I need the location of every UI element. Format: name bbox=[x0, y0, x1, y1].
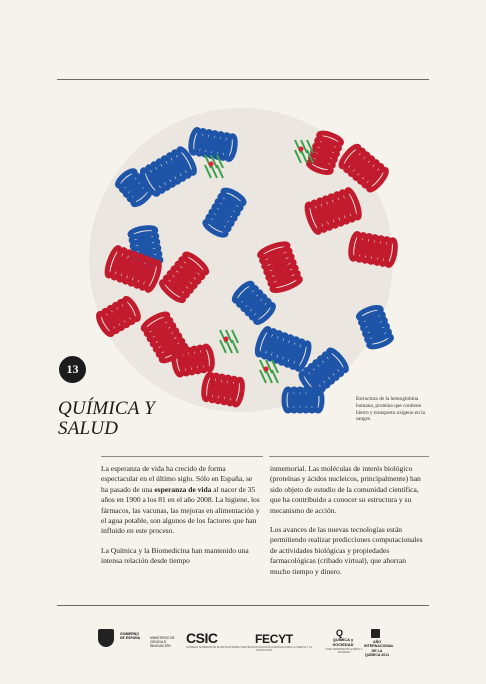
paragraph-new-technologies: Los avances de las nuevas tecnologías están permitiendo realizar predicciones computacionales de actividades biológicas y propiedades farmacológicas (cribado virtual), que ahorran mucho tiempo y dinero. bbox=[270, 525, 423, 576]
column-2-rule bbox=[269, 456, 429, 457]
bold-term: esperanza de vida bbox=[154, 484, 212, 494]
beta-helix bbox=[284, 389, 322, 411]
alpha-helix bbox=[172, 345, 214, 375]
quimica-sociedad-icon: Q bbox=[336, 628, 344, 638]
body-column-2 bbox=[270, 464, 428, 586]
top-rule bbox=[57, 79, 429, 80]
gobierno-logo: GOBIERNO DE ESPAÑA bbox=[120, 632, 141, 641]
hemoglobin-figure bbox=[76, 100, 406, 420]
sponsor-logos bbox=[98, 626, 398, 660]
column-1-rule bbox=[101, 456, 263, 457]
csic-logo: CSIC bbox=[186, 630, 218, 646]
page-number-badge: 13 bbox=[59, 356, 86, 383]
quimica-sociedad-subtitle: FORO PERMANENTE QUÍMICA Y SOCIEDAD bbox=[325, 648, 363, 654]
quimica-sociedad-logo: QUÍMICA y SOCIEDAD bbox=[332, 637, 354, 647]
figure-caption: Estructura de la hemoglobina humana, proteína que contiene hierro y transporta oxígeno en la sangre. bbox=[356, 396, 425, 423]
paragraph-chemistry-biomedicine: La Química y la Biomedicina han mantenido una intensa relación desde tiempo bbox=[101, 545, 249, 566]
paragraph-life-expectancy: La esperanza de vida ha crecido de forma espectacular en el último siglo. Sólo en España, se ha pasado de una esperanza de vida al nacer de 35 años en 1900 a los 81 en el año 2008. La higiene, los fármacos, las vacunas, las mejoras en alimentación y el agua potable, son algunos de los factores que han influido en este proceso. bbox=[101, 464, 260, 536]
title-line-1: QUÍMICA Y bbox=[58, 398, 155, 419]
fecyt-subtitle: FUNDACIÓN ESPAÑOLA PARA LA CIENCIA Y LA TECNOLOGÍA bbox=[256, 646, 313, 652]
csic-subtitle: CONSEJO SUPERIOR DE INVESTIGACIONES CIENTÍFICAS bbox=[186, 646, 256, 649]
body-column-1 bbox=[101, 464, 261, 576]
page-title bbox=[58, 399, 258, 439]
hemoglobin-illustration bbox=[76, 100, 406, 420]
aiq-logo: AÑO INTERNACIONAL DE LA QUÍMICA 2011 bbox=[364, 640, 394, 657]
alpha-helix bbox=[349, 233, 397, 266]
aiq-icon bbox=[371, 629, 380, 638]
bottom-rule bbox=[57, 605, 429, 606]
ministerio-logo: MINISTERIO DE CIENCIA E INNOVACIÓN bbox=[150, 636, 175, 648]
title-line-2: SALUD bbox=[58, 418, 119, 439]
coat-of-arms-icon bbox=[98, 629, 114, 647]
paragraph-molecules: inmemorial. Las moléculas de interés biológico (proteínas y ácidos nucleicos, principalmente) han sido objeto de estudio de la comunidad científica, que ha contribuido a conocer su estructura y su mecanismo de acción. bbox=[270, 464, 421, 515]
fecyt-logo: FECYT bbox=[255, 632, 293, 646]
